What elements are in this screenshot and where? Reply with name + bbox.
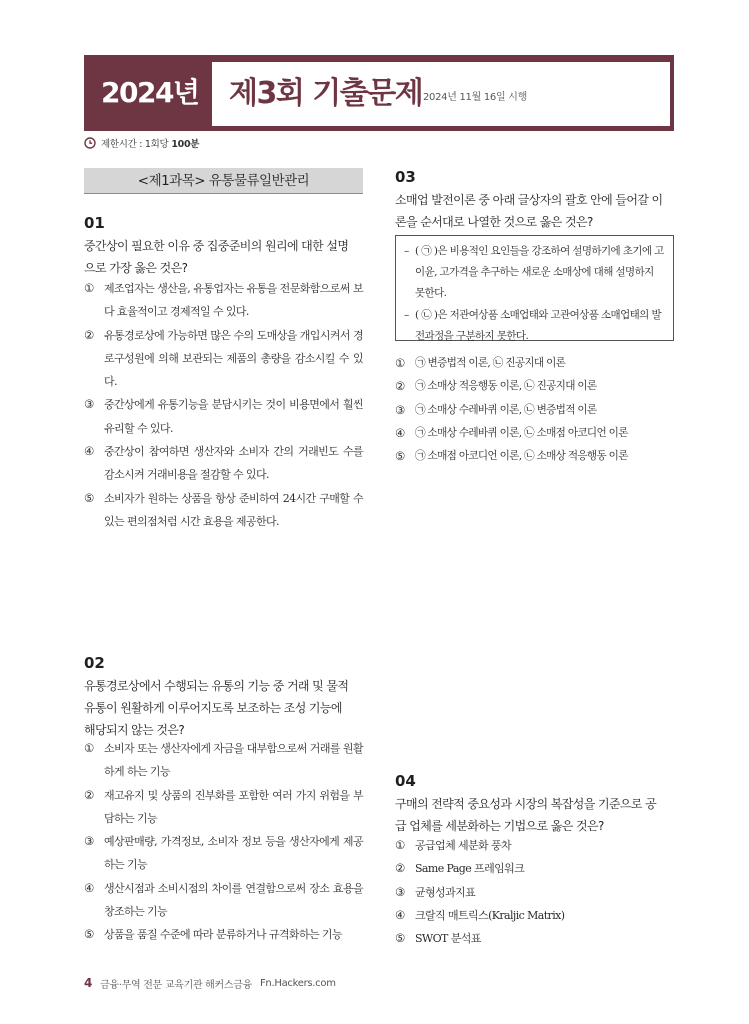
option-text: 중간상이 참여하면 생산자와 소비자 간의 거래빈도 수를 감소시켜 거래비용을 절감할 수 있다. [104,445,363,482]
condition-box [395,235,674,341]
question-line: 으로 가장 옳은 것은? [84,261,188,275]
question-line: 중간상이 필요한 이유 중 집중준비의 원리에 대한 설명 [84,239,349,253]
option-item [84,277,363,324]
option-item [84,784,363,831]
option-text: 공급업체 세분화 풍차 [415,839,512,852]
question-line: 론을 순서대로 나열한 것으로 옳은 것은? [395,215,593,229]
option-number: ③ [84,834,94,849]
question-text-04 [395,793,674,837]
option-number: ② [395,379,405,394]
option-item [395,375,674,398]
question-line: 유통이 원활하게 이루어지도록 보조하는 조성 기능에 [84,701,342,715]
option-text: ㉠ 소매점 아코디언 이론, ㉡ 소매상 적응행동 이론 [415,450,628,463]
question-number-04: 04 [395,772,416,790]
option-item [84,487,363,534]
question-line: 유통경로상에서 수행되는 유통의 기능 중 거래 및 물적 [84,679,349,693]
condition-text: ( ㉠ )은 비용적인 요인들을 강조하여 설명하기에 초기에 고이윤, 고가격을 추구하는 새로운 소매상에 대해 설명하지 못한다. [415,245,664,300]
exam-date: 2024년 11월 16일 시행 [423,92,527,103]
condition-dash: – [404,308,409,321]
footer-site: Fn.Hackers.com [259,977,336,989]
option-number: ④ [84,444,94,459]
option-text: 생산시점과 소비시점의 차이를 연결함으로써 장소 효용을 창조하는 기능 [104,881,363,919]
option-item [84,923,363,946]
option-number: ① [84,281,94,295]
question-number-01: 01 [84,214,105,232]
option-text: 중간상에게 유통기능을 분담시키는 것이 비용면에서 훨씬 유리할 수 있다. [104,398,363,435]
option-text: ㉠ 소매상 적응행동 이론, ㉡ 진공지대 이론 [415,380,597,393]
option-item [84,440,363,487]
option-text: 유통경로상에 가능하면 많은 수의 도매상을 개입시켜서 경로구성원에 의해 보관되는 제품의 총량을 감소시킬 수 있다. [104,328,363,389]
option-item [84,737,363,784]
question-line: 급 업체를 세분화하는 기법으로 옳은 것은? [395,819,604,833]
options-04 [395,834,674,950]
option-text: 크랄직 매트릭스(Kraljic Matrix) [415,908,565,922]
option-number: ② [84,787,94,802]
option-text: ㉠ 소매상 수레바퀴 이론, ㉡ 소매점 아코디언 이론 [415,426,628,439]
option-item [395,834,674,857]
page-number: 4 [84,976,93,990]
subject-header: <제1과목> 유통물류일반관리 [84,168,363,194]
option-number: ⑤ [84,927,94,942]
time-limit [84,136,199,150]
option-number: ⑤ [395,931,405,946]
condition-text: ( ㉡ )은 저관여상품 소매업태와 고관여상품 소매업태의 발전과정을 구분하지 못한다. [415,308,662,342]
option-item [395,445,674,468]
condition-item [404,305,665,347]
question-number-02: 02 [84,654,105,672]
option-number: ② [84,327,94,342]
option-item [395,857,674,880]
option-number: ③ [84,397,94,412]
option-item [84,324,363,394]
option-text: 예상판매량, 가격정보, 소비자 정보 등을 생산자에게 제공하는 기능 [104,835,363,872]
option-number: ① [84,741,94,755]
question-text-02 [84,675,363,741]
option-number: ③ [395,402,405,417]
option-item [395,904,674,927]
option-text: ㉠ 소매상 수레바퀴 이론, ㉡ 변증법적 이론 [415,403,597,416]
options-02 [84,737,363,947]
option-number: ① [395,356,405,370]
option-number: ④ [84,880,94,895]
question-text-01 [84,235,363,279]
option-item [395,881,674,904]
question-line: 소매업 발전이론 중 아래 글상자의 괄호 안에 들어갈 이 [395,193,663,207]
option-text: 소비자가 원하는 상품을 항상 준비하여 24시간 구매할 수 있는 편의점처럼 시간 효용을 제공한다. [104,491,363,528]
question-line: 구매의 전략적 중요성과 시장의 복잡성을 기준으로 공 [395,797,657,811]
clock-icon [84,137,96,149]
option-text: 재고유지 및 상품의 진부화를 포함한 여러 가지 위험을 부담하는 기능 [104,788,363,825]
question-text-03 [395,189,674,233]
page-title: 제3회 기출문제 [229,76,423,111]
option-number: ④ [395,907,405,922]
exam-year: 2024년 [101,76,199,109]
option-number: ⑤ [84,490,94,505]
option-item [84,393,363,440]
option-text: 상품을 품질 수준에 따라 분류하거나 규격화하는 기능 [104,928,342,942]
options-03 [395,352,674,468]
page-footer [84,975,336,991]
time-limit-label: 제한시간 : 1회당 [101,139,169,150]
option-text: 제조업자는 생산을, 유통업자는 유통을 전문화함으로써 보다 효율적이고 경제적일 수 있다. [104,282,363,319]
option-item [84,877,363,924]
question-line: 해당되지 않는 것은? [84,723,185,737]
option-text: 균형성과지표 [415,885,476,899]
option-item [395,352,674,375]
option-item [395,422,674,445]
options-01 [84,277,363,533]
option-number: ① [395,838,405,852]
question-number-03: 03 [395,168,416,186]
option-item [84,830,363,877]
option-text: SWOT 분석표 [415,932,481,946]
option-number: ② [395,861,405,876]
option-text: Same Page 프레임워크 [415,862,525,876]
footer-text: 금융·무역 전문 교육기관 해커스금융 [100,979,252,991]
option-item [395,399,674,422]
condition-dash: – [404,245,409,257]
option-number: ③ [395,884,405,899]
option-text: 소비자 또는 생산자에게 자금을 대부함으로써 거래를 원활하게 하는 기능 [104,742,363,779]
time-limit-value: 100분 [171,139,200,150]
option-number: ⑤ [395,449,405,464]
option-text: ㉠ 변증법적 이론, ㉡ 진공지대 이론 [415,357,566,369]
option-number: ④ [395,425,405,440]
option-item [395,927,674,950]
condition-item [404,241,665,305]
